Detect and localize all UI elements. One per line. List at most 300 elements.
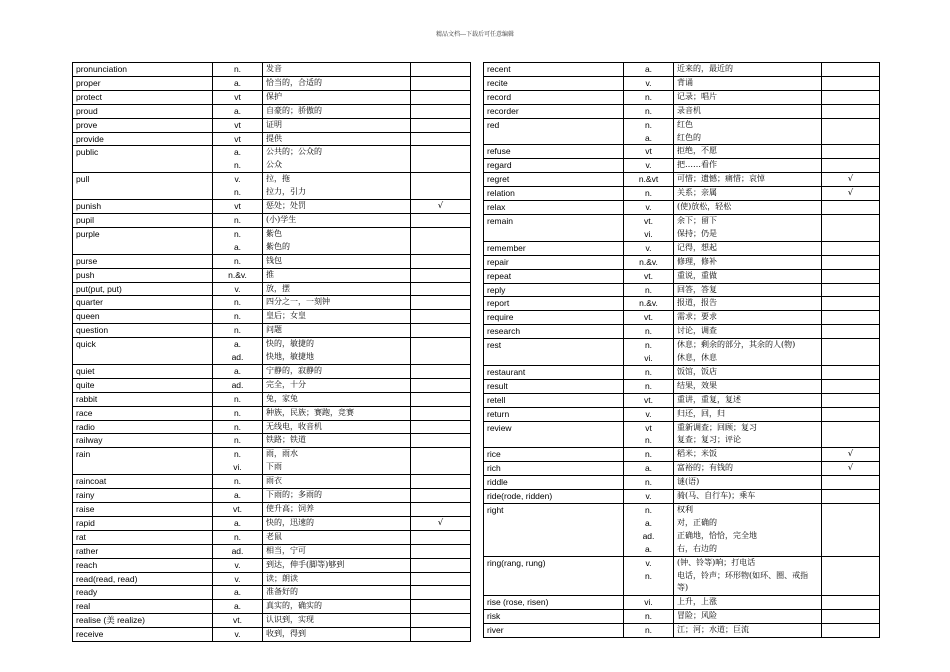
vocab-row <box>73 364 471 378</box>
pos-cell <box>624 297 674 311</box>
part-of-speech: ad. <box>231 352 244 363</box>
pos-cell <box>213 420 263 434</box>
vocab-row <box>73 586 471 600</box>
word-cell: pronunciation <box>73 63 213 77</box>
vocab-row <box>484 421 880 448</box>
meaning-line: 老鼠 <box>266 531 282 541</box>
part-of-speech: vt <box>234 201 241 212</box>
word-cell: record <box>484 90 624 104</box>
vocab-row <box>484 596 880 610</box>
meaning-cell <box>263 434 411 448</box>
word-cell: rapid <box>73 516 213 530</box>
word-cell: rabbit <box>73 392 213 406</box>
meaning-cell <box>263 338 411 365</box>
word-cell: rat <box>73 530 213 544</box>
part-of-speech: n. <box>233 255 242 266</box>
meaning-line: 复查；复习；评论 <box>677 435 741 445</box>
word-cell: prove <box>73 118 213 132</box>
meaning-line: 休息，休息 <box>677 353 717 363</box>
part-of-speech: vt. <box>644 394 653 405</box>
pos-cell <box>213 503 263 517</box>
part-of-speech: ad. <box>231 379 244 390</box>
meaning-cell <box>674 556 822 596</box>
check-mark-cell <box>411 406 471 420</box>
vocab-row <box>73 338 471 365</box>
pos-cell <box>213 448 263 475</box>
meaning-cell <box>674 624 822 638</box>
meaning-line: 电话，铃声；环形物(如环、圈、戒指等) <box>677 570 809 593</box>
meaning-cell <box>263 310 411 324</box>
page-header: 精品文档---下载后可任意编辑 <box>435 31 515 38</box>
part-of-speech: a. <box>233 601 242 612</box>
word-cell: ride(rode, ridden) <box>484 490 624 504</box>
check-mark-cell <box>822 159 880 173</box>
meaning-cell <box>674 187 822 201</box>
pos-cell <box>624 311 674 325</box>
meaning-cell <box>263 406 411 420</box>
meaning-line: 无线电，收音机 <box>266 421 322 431</box>
meaning-line: 种族，民族；赛跑，竞赛 <box>266 407 354 417</box>
pos-cell <box>624 462 674 476</box>
vocab-row <box>484 255 880 269</box>
part-of-speech: vi. <box>233 462 242 473</box>
meaning-cell <box>263 516 411 530</box>
pos-cell <box>624 173 674 187</box>
part-of-speech: n. <box>233 531 242 542</box>
check-mark-cell <box>822 624 880 638</box>
check-mark-cell <box>822 118 880 145</box>
vocab-row <box>484 339 880 366</box>
part-of-speech: a. <box>233 77 242 88</box>
check-mark-cell: √ <box>822 187 880 201</box>
meaning-cell <box>263 200 411 214</box>
meaning-line: 正确地，恰恰，完全地 <box>677 530 757 540</box>
vocab-row <box>484 297 880 311</box>
word-cell: result <box>484 379 624 393</box>
pos-cell <box>624 624 674 638</box>
meaning-line: 休息；剩余的部分，其余的人(物) <box>677 340 796 350</box>
part-of-speech: n. <box>233 325 242 336</box>
vocab-row <box>73 268 471 282</box>
meaning-cell <box>674 596 822 610</box>
meaning-cell <box>674 173 822 187</box>
meaning-line: 冒险；风险 <box>677 611 717 621</box>
meaning-line: 下雨的；多雨的 <box>266 490 322 500</box>
pos-cell <box>624 596 674 610</box>
check-mark-cell <box>411 63 471 77</box>
meaning-line: 宁静的，寂静的 <box>266 365 322 375</box>
meaning-line: (小)学生 <box>266 214 297 224</box>
meaning-line: 富裕的；有钱的 <box>677 463 733 473</box>
part-of-speech: n. <box>233 476 242 487</box>
check-mark-cell <box>411 324 471 338</box>
meaning-line: 近来的，最近的 <box>677 64 733 73</box>
pos-cell <box>213 614 263 628</box>
check-mark-cell <box>411 628 471 642</box>
meaning-cell <box>674 104 822 118</box>
part-of-speech: n. <box>233 160 242 171</box>
meaning-line: 收到，得到 <box>266 629 306 639</box>
word-cell: put(put, put) <box>73 282 213 296</box>
vocab-row <box>484 556 880 596</box>
vocab-row <box>73 90 471 104</box>
meaning-line: 修理，修补 <box>677 256 717 266</box>
pos-cell <box>624 201 674 215</box>
meaning-line: 公共的；公众的 <box>266 147 322 157</box>
meaning-line: 记录；唱片 <box>677 91 717 101</box>
meaning-cell <box>674 407 822 421</box>
meaning-line: 保护 <box>266 91 282 101</box>
check-mark-cell <box>411 213 471 227</box>
pos-cell <box>624 407 674 421</box>
vocab-row <box>484 379 880 393</box>
meaning-line: 快的，敏捷的 <box>266 339 314 349</box>
part-of-speech: n. <box>644 611 653 622</box>
meaning-line: 讨论，调查 <box>677 326 717 336</box>
vocab-row <box>73 76 471 90</box>
vocab-row <box>73 392 471 406</box>
vocab-row <box>484 269 880 283</box>
check-mark-cell <box>822 365 880 379</box>
check-mark-cell: √ <box>411 200 471 214</box>
part-of-speech: n. <box>644 449 653 460</box>
pos-cell <box>213 200 263 214</box>
word-cell: proper <box>73 76 213 90</box>
meaning-line: 证明 <box>266 119 282 129</box>
meaning-cell <box>674 610 822 624</box>
meaning-cell <box>674 365 822 379</box>
pos-cell <box>624 325 674 339</box>
check-mark-cell <box>822 407 880 421</box>
part-of-speech: n. <box>233 297 242 308</box>
meaning-cell <box>263 76 411 90</box>
word-cell: regret <box>484 173 624 187</box>
meaning-line: 钱包 <box>266 255 282 265</box>
word-cell: raise <box>73 503 213 517</box>
meaning-line: (钟、铃等)响；打电话 <box>677 557 756 567</box>
meaning-line: (使)放松，轻松 <box>677 202 732 212</box>
check-mark-cell <box>411 268 471 282</box>
pos-cell <box>624 145 674 159</box>
pos-cell <box>213 600 263 614</box>
part-of-speech: a. <box>644 517 653 528</box>
meaning-cell <box>674 476 822 490</box>
pos-cell <box>624 421 674 448</box>
pos-cell <box>624 104 674 118</box>
pos-cell <box>624 448 674 462</box>
meaning-cell <box>263 572 411 586</box>
pos-cell <box>624 214 674 241</box>
vocab-row <box>73 489 471 503</box>
word-cell: read(read, read) <box>73 572 213 586</box>
check-mark-cell <box>822 421 880 448</box>
meaning-cell <box>674 325 822 339</box>
check-mark-cell <box>411 76 471 90</box>
meaning-cell <box>674 339 822 366</box>
meaning-cell <box>263 614 411 628</box>
check-mark-cell <box>822 104 880 118</box>
check-mark-cell <box>411 254 471 268</box>
word-cell: rise (rose, risen) <box>484 596 624 610</box>
part-of-speech: vi. <box>644 228 653 239</box>
pos-cell <box>213 406 263 420</box>
check-mark-cell <box>822 610 880 624</box>
meaning-cell <box>674 379 822 393</box>
vocab-row <box>484 187 880 201</box>
part-of-speech: n. <box>644 91 653 102</box>
pos-cell <box>624 490 674 504</box>
part-of-speech: n. <box>644 326 653 337</box>
check-mark-cell <box>822 283 880 297</box>
meaning-cell <box>263 586 411 600</box>
meaning-cell <box>263 104 411 118</box>
pos-cell <box>213 296 263 310</box>
vocab-row <box>73 558 471 572</box>
meaning-line: 拉，拖 <box>266 174 290 184</box>
vocab-row <box>484 490 880 504</box>
meaning-cell <box>263 392 411 406</box>
meaning-line: 骑(马、自行车)；乘车 <box>677 491 756 501</box>
word-cell: river <box>484 624 624 638</box>
check-mark-cell <box>411 614 471 628</box>
word-cell: refuse <box>484 145 624 159</box>
meaning-line: 需求；要求 <box>677 312 717 322</box>
meaning-line: 回答，答复 <box>677 284 717 294</box>
meaning-line: 红色的 <box>677 132 701 142</box>
meaning-cell <box>674 145 822 159</box>
meaning-line: 认识到，实现 <box>266 615 314 625</box>
word-cell: retell <box>484 393 624 407</box>
meaning-line: 重说，重做 <box>677 270 717 280</box>
word-cell: repair <box>484 255 624 269</box>
vocab-row <box>484 241 880 255</box>
check-mark-cell <box>822 379 880 393</box>
vocab-row <box>73 254 471 268</box>
check-mark-cell <box>822 311 880 325</box>
word-cell: real <box>73 600 213 614</box>
vocab-row <box>73 572 471 586</box>
vocab-row <box>484 365 880 379</box>
vocab-row <box>73 614 471 628</box>
word-cell: reach <box>73 558 213 572</box>
check-mark-cell <box>411 558 471 572</box>
word-cell: rice <box>484 448 624 462</box>
part-of-speech: v. <box>234 174 241 185</box>
check-mark-cell <box>411 338 471 365</box>
pos-cell <box>213 310 263 324</box>
vocab-row <box>484 145 880 159</box>
part-of-speech: vi. <box>644 353 653 364</box>
pos-cell <box>213 90 263 104</box>
check-mark-cell <box>411 90 471 104</box>
word-cell: rain <box>73 448 213 475</box>
meaning-line: 兔，家兔 <box>266 393 298 403</box>
meaning-line: 雨，雨水 <box>266 449 298 459</box>
meaning-cell <box>674 214 822 241</box>
part-of-speech: n. <box>233 187 242 198</box>
word-cell: ready <box>73 586 213 600</box>
pos-cell <box>624 365 674 379</box>
vocab-row <box>73 475 471 489</box>
meaning-cell <box>674 504 822 557</box>
pos-cell <box>624 90 674 104</box>
meaning-line: 紫色 <box>266 228 282 238</box>
word-cell: red <box>484 118 624 145</box>
vocab-row <box>484 393 880 407</box>
pos-cell <box>213 63 263 77</box>
vocab-row <box>73 63 471 77</box>
vocab-row <box>73 227 471 254</box>
vocab-row <box>484 214 880 241</box>
vocab-row <box>484 283 880 297</box>
meaning-cell <box>263 268 411 282</box>
meaning-cell <box>674 393 822 407</box>
check-mark-cell <box>822 393 880 407</box>
part-of-speech: v. <box>234 559 241 570</box>
vocab-row <box>73 406 471 420</box>
meaning-line: 稻米；米饭 <box>677 449 717 459</box>
meaning-cell <box>263 503 411 517</box>
vocab-row <box>73 282 471 296</box>
pos-cell <box>213 146 263 173</box>
pos-cell <box>624 255 674 269</box>
meaning-cell <box>263 530 411 544</box>
meaning-line: 报道，报告 <box>677 298 717 308</box>
check-mark-cell <box>822 490 880 504</box>
part-of-speech: v. <box>645 242 652 253</box>
part-of-speech: vt. <box>644 312 653 323</box>
part-of-speech: v. <box>234 629 241 640</box>
pos-cell <box>624 187 674 201</box>
check-mark-cell <box>822 476 880 490</box>
meaning-line: 谜(语) <box>677 477 700 487</box>
meaning-cell <box>263 544 411 558</box>
meaning-cell <box>674 76 822 90</box>
meaning-cell <box>263 378 411 392</box>
meaning-line: 雨衣 <box>266 476 282 486</box>
word-cell: proud <box>73 104 213 118</box>
meaning-cell <box>674 63 822 77</box>
meaning-line: 江；河；水道；巨流 <box>677 625 749 635</box>
meaning-line: 快地，敏捷地 <box>266 352 314 362</box>
pos-cell <box>213 558 263 572</box>
word-cell: ring(rang, rung) <box>484 556 624 596</box>
pos-cell <box>213 586 263 600</box>
word-cell: quite <box>73 378 213 392</box>
pos-cell <box>213 104 263 118</box>
part-of-speech: n. <box>233 435 242 446</box>
meaning-line: 皇后；女皇 <box>266 311 306 321</box>
check-mark-cell <box>411 392 471 406</box>
vocab-row <box>484 63 880 77</box>
meaning-line: 把……看作 <box>677 160 717 170</box>
check-mark-cell <box>411 282 471 296</box>
part-of-speech: v. <box>234 573 241 584</box>
meaning-line: 铁路；铁道 <box>266 435 306 445</box>
vocab-row <box>73 296 471 310</box>
meaning-line: 饭馆，饭店 <box>677 366 717 376</box>
pos-cell <box>213 516 263 530</box>
vocab-row <box>484 624 880 638</box>
pos-cell <box>213 392 263 406</box>
pos-cell <box>213 173 263 200</box>
meaning-cell <box>674 201 822 215</box>
part-of-speech: a. <box>644 543 653 554</box>
part-of-speech: vt. <box>644 215 653 226</box>
word-cell: raincoat <box>73 475 213 489</box>
part-of-speech: a. <box>233 490 242 501</box>
part-of-speech: vi. <box>644 597 653 608</box>
part-of-speech: n. <box>233 393 242 404</box>
check-mark-cell <box>411 364 471 378</box>
pos-cell <box>624 504 674 557</box>
meaning-cell <box>263 90 411 104</box>
check-mark-cell <box>411 296 471 310</box>
check-mark-cell <box>822 325 880 339</box>
meaning-cell <box>263 254 411 268</box>
word-cell: rainy <box>73 489 213 503</box>
meaning-cell <box>263 364 411 378</box>
pos-cell <box>624 283 674 297</box>
pos-cell <box>213 572 263 586</box>
meaning-line: 自豪的；骄傲的 <box>266 105 322 115</box>
part-of-speech: n. <box>233 449 242 460</box>
word-cell: push <box>73 268 213 282</box>
word-cell: review <box>484 421 624 448</box>
word-cell: receive <box>73 628 213 642</box>
meaning-cell <box>263 420 411 434</box>
check-mark-cell <box>411 227 471 254</box>
part-of-speech: n. <box>233 214 242 225</box>
vocab-row <box>73 310 471 324</box>
meaning-line: 快的，迅速的 <box>266 517 314 527</box>
word-cell: public <box>73 146 213 173</box>
word-cell: relax <box>484 201 624 215</box>
check-mark-cell <box>822 145 880 159</box>
check-mark-cell <box>411 118 471 132</box>
meaning-cell <box>263 132 411 146</box>
check-mark-cell <box>822 90 880 104</box>
vocab-row <box>73 118 471 132</box>
vocab-row <box>73 530 471 544</box>
word-cell: research <box>484 325 624 339</box>
vocab-row <box>484 173 880 187</box>
check-mark-cell <box>411 530 471 544</box>
vocab-row <box>73 104 471 118</box>
vocab-row <box>484 201 880 215</box>
vocab-row <box>73 378 471 392</box>
part-of-speech: v. <box>645 557 652 568</box>
vocab-row <box>484 311 880 325</box>
word-cell: rich <box>484 462 624 476</box>
part-of-speech: ad. <box>231 545 244 556</box>
part-of-speech: n. <box>233 407 242 418</box>
part-of-speech: a. <box>233 105 242 116</box>
check-mark-cell <box>822 214 880 241</box>
part-of-speech: n. <box>644 284 653 295</box>
part-of-speech: vt. <box>644 270 653 281</box>
meaning-cell <box>263 173 411 200</box>
word-cell: require <box>484 311 624 325</box>
vocab-row <box>73 628 471 642</box>
word-cell: recite <box>484 76 624 90</box>
part-of-speech: a. <box>233 517 242 528</box>
part-of-speech: n. <box>644 380 653 391</box>
vocab-table-left <box>72 62 471 642</box>
meaning-cell <box>674 490 822 504</box>
word-cell: repeat <box>484 269 624 283</box>
meaning-line: 推 <box>266 269 274 279</box>
